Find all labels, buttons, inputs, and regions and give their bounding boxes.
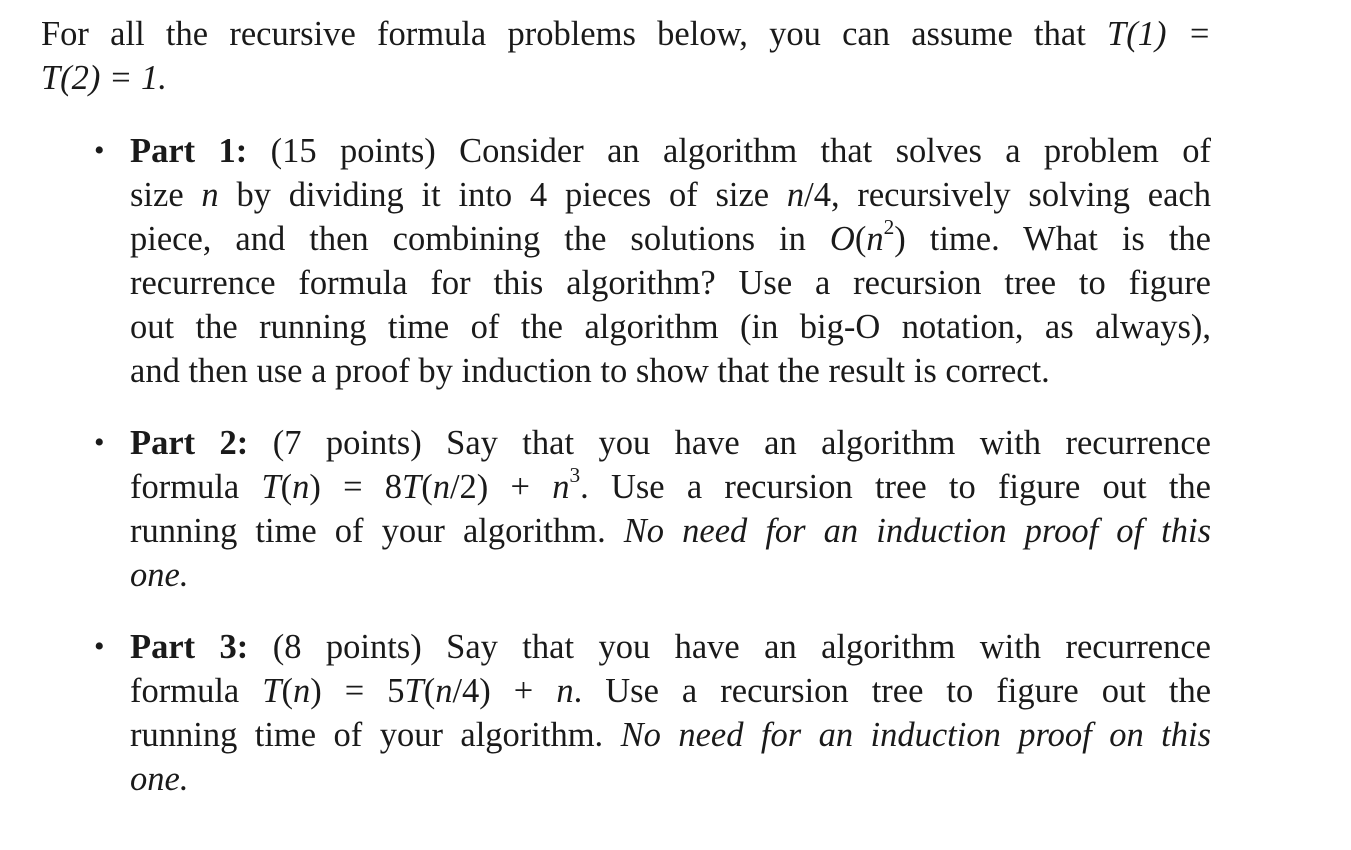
part-1-label: Part 1: — [130, 132, 248, 170]
intro-line-1 — [41, 12, 1211, 56]
part-1-line-2: size n by dividing it into 4 pieces of size n/4, recursively solving each — [130, 176, 1211, 214]
part-2-line-1: Part 2: (7 points) Say that you have an algorithm with recurrence — [130, 424, 1211, 462]
intro-math-t1: T(1) = — [1107, 15, 1211, 53]
part-2-item — [41, 421, 1211, 597]
intro-paragraph — [41, 12, 1211, 100]
part-1-line-1: Part 1: (15 points) Consider an algorithm that solves a problem of — [130, 132, 1211, 170]
part-1-line-6: and then use a proof by induction to show that the result is correct. — [130, 352, 1050, 390]
part-1-line-4: recurrence formula for this algorithm? Use a recursion tree to figure — [130, 264, 1211, 302]
part-2-line-3: running time of your algorithm. No need for an induction proof of this — [130, 512, 1211, 550]
part-3-line-1: Part 3: (8 points) Say that you have an algorithm with recurrence — [130, 628, 1211, 666]
part-3-line-2: formula T(n) = 5T(n/4) + n. Use a recursion tree to figure out the — [130, 672, 1212, 710]
intro-math-t2: T(2) = 1. — [41, 59, 167, 97]
part-1-body — [130, 129, 1211, 393]
part-1-line-5: out the running time of the algorithm (in big-O notation, as always), — [130, 308, 1211, 346]
part-2-body — [130, 421, 1211, 597]
part-3-body — [130, 625, 1211, 801]
part-3-line-3: running time of your algorithm. No need for an induction proof on this — [130, 716, 1212, 754]
bullet-icon: • — [94, 630, 105, 663]
part-3-label: Part 3: — [130, 628, 249, 666]
parts-list — [41, 129, 1211, 801]
intro-text: For all the recursive formula problems below, you can assume that — [41, 15, 1086, 53]
bullet-icon: • — [94, 426, 105, 459]
document-page — [41, 12, 1211, 801]
part-3-item — [41, 625, 1211, 801]
part-2-label: Part 2: — [130, 424, 249, 462]
part-2-line-2: formula $T(n) = 8T(n/2) + n^3$. Use a recursion tree to figure out the — [130, 462, 1211, 506]
part-1-line-3: piece, and then combining the solutions in $O(n^2)$ time. What is the — [130, 214, 1211, 258]
bullet-icon: • — [94, 134, 105, 167]
part-3-line-4: one. — [130, 760, 189, 798]
part-1-item — [41, 129, 1211, 393]
part-2-line-4: one. — [130, 556, 189, 594]
